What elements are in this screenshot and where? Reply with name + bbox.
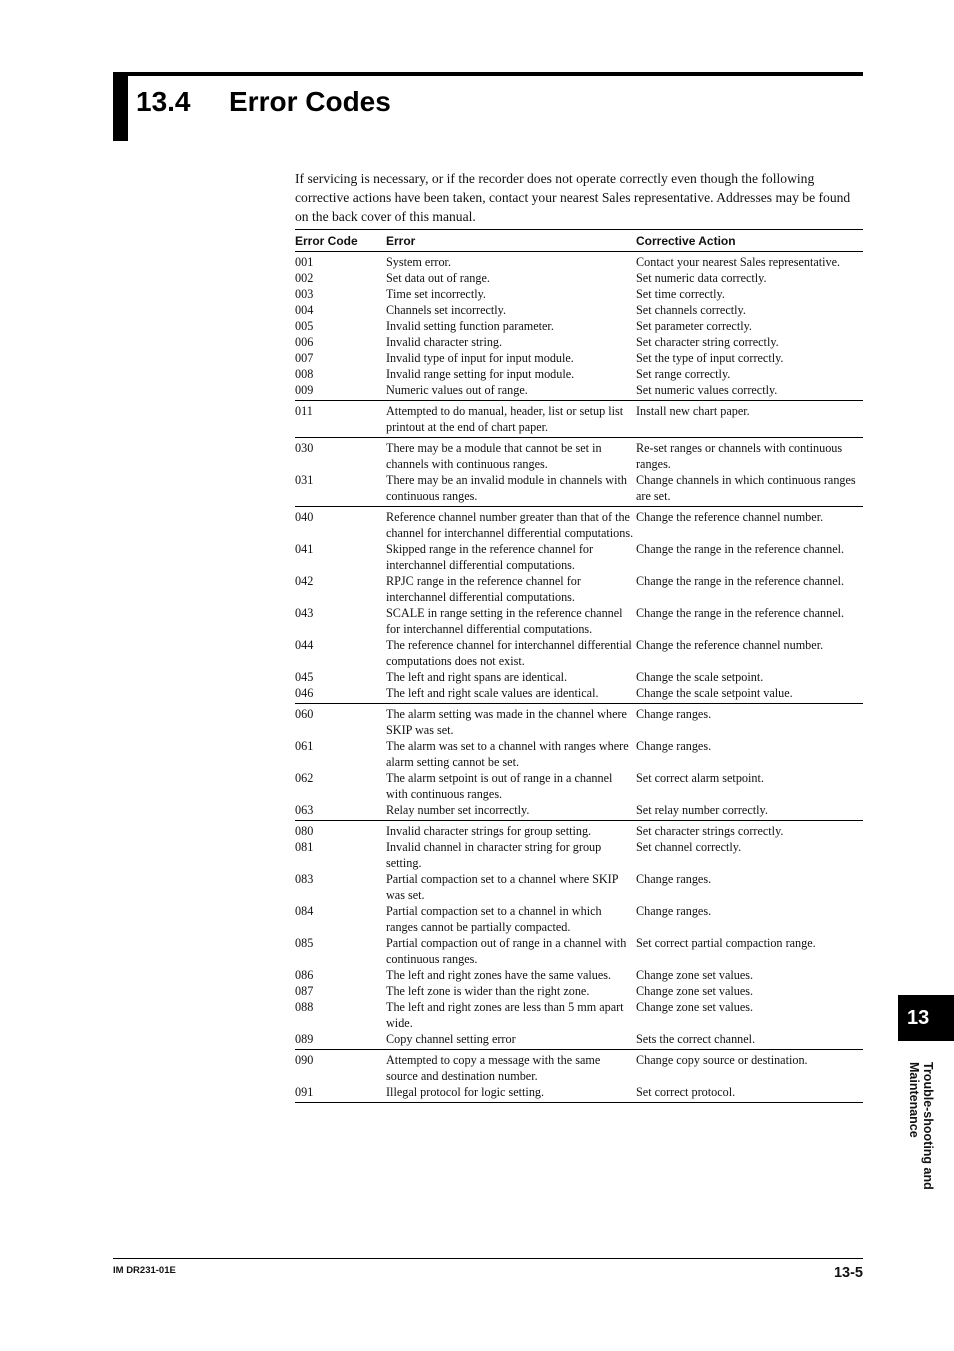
error-code-cell: 004 (295, 303, 314, 317)
table-row (295, 350, 863, 366)
corrective-action-cell: Change zone set values. (636, 984, 754, 998)
table-row (295, 302, 863, 318)
error-code-cell: 041 (295, 542, 314, 556)
table-row (295, 605, 863, 637)
error-code-cell: 080 (295, 824, 314, 838)
corrective-action-cell: Install new chart paper. (636, 404, 750, 418)
chapter-side-label: Trouble-shooting and Maintenance (907, 1062, 935, 1190)
table-row (295, 472, 863, 504)
table-row (295, 967, 863, 983)
corrective-action-cell: Change the scale setpoint. (636, 670, 764, 684)
table-row (295, 935, 863, 967)
table-row (295, 270, 863, 286)
corrective-action-cell: Change the range in the reference channel. (636, 606, 845, 620)
page-number: 13-5 (833, 1265, 863, 1281)
table-row (295, 999, 863, 1031)
corrective-action-cell: Change ranges. (636, 872, 712, 886)
error-code-cell: 086 (295, 968, 314, 982)
table-row (295, 573, 863, 605)
corrective-action-cell: Set relay number correctly. (636, 803, 768, 817)
table-row (295, 254, 863, 270)
error-code-cell: 060 (295, 707, 314, 721)
table-row (295, 669, 863, 685)
table-row (295, 983, 863, 999)
corrective-action-cell: Set channel correctly. (636, 840, 742, 854)
error-code-cell: 063 (295, 803, 314, 817)
error-code-cell: 044 (295, 638, 314, 652)
corrective-action-cell: Set channels correctly. (636, 303, 746, 317)
column-header-error: Error (386, 234, 416, 248)
error-code-cell: 042 (295, 574, 314, 588)
table-row (295, 802, 863, 818)
error-description-cell: SCALE in range setting in the reference channel for interchannel differential computations. (386, 606, 623, 636)
corrective-action-cell: Change the scale setpoint value. (636, 686, 793, 700)
error-code-cell: 090 (295, 1053, 314, 1067)
table-row-group (295, 252, 863, 401)
table-row-group (295, 507, 863, 704)
table-row (295, 839, 863, 871)
corrective-action-cell: Change copy source or destination. (636, 1053, 808, 1067)
error-code-cell: 083 (295, 872, 314, 886)
table-row (295, 286, 863, 302)
corrective-action-cell: Set parameter correctly. (636, 319, 752, 333)
corrective-action-cell: Set time correctly. (636, 287, 725, 301)
corrective-action-cell: Sets the correct channel. (636, 1032, 756, 1046)
document-id: IM DR231-01E (113, 1265, 176, 1276)
error-code-cell: 084 (295, 904, 314, 918)
error-description-cell: The alarm setting was made in the channel where SKIP was set. (386, 707, 627, 737)
table-row (295, 509, 863, 541)
error-description-cell: Attempted to copy a message with the same source and destination number. (386, 1053, 601, 1083)
error-code-cell: 009 (295, 383, 314, 397)
table-row (295, 1084, 863, 1100)
corrective-action-cell: Set numeric data correctly. (636, 271, 767, 285)
table-row (295, 318, 863, 334)
error-description-cell: Partial compaction set to a channel in which ranges cannot be partially compacted. (386, 904, 602, 934)
error-code-cell: 046 (295, 686, 314, 700)
corrective-action-cell: Set range correctly. (636, 367, 731, 381)
section-top-rule (128, 72, 863, 76)
error-description-cell: Reference channel number greater than that of the channel for interchannel differential computations. (386, 510, 634, 540)
error-code-cell: 087 (295, 984, 314, 998)
error-code-cell: 003 (295, 287, 314, 301)
column-header-error-code: Error Code (295, 234, 358, 248)
section-title: Error Codes (229, 86, 391, 117)
error-code-cell: 088 (295, 1000, 314, 1014)
corrective-action-cell: Change channels in which continuous ranges are set. (636, 473, 856, 503)
corrective-action-cell: Set correct alarm setpoint. (636, 771, 764, 785)
column-header-corrective-action: Corrective Action (636, 234, 736, 248)
table-row (295, 706, 863, 738)
error-description-cell: Invalid type of input for input module. (386, 351, 574, 365)
corrective-action-cell: Set character string correctly. (636, 335, 779, 349)
corrective-action-cell: Set the type of input correctly. (636, 351, 784, 365)
error-description-cell: Illegal protocol for logic setting. (386, 1085, 545, 1099)
error-description-cell: The left and right scale values are identical. (386, 686, 599, 700)
corrective-action-cell: Set numeric values correctly. (636, 383, 778, 397)
error-code-cell: 081 (295, 840, 314, 854)
section-heading (136, 82, 391, 122)
error-code-cell: 062 (295, 771, 314, 785)
error-description-cell: System error. (386, 255, 451, 269)
table-row (295, 903, 863, 935)
error-description-cell: Invalid character strings for group setting. (386, 824, 592, 838)
error-code-cell: 005 (295, 319, 314, 333)
table-row (295, 403, 863, 435)
table-row-group (295, 821, 863, 1050)
error-description-cell: Partial compaction set to a channel where SKIP was set. (386, 872, 619, 902)
section-title-bar (113, 72, 128, 141)
error-code-cell: 002 (295, 271, 314, 285)
corrective-action-cell: Change zone set values. (636, 968, 754, 982)
error-description-cell: The left zone is wider than the right zone. (386, 984, 590, 998)
corrective-action-cell: Set character strings correctly. (636, 824, 784, 838)
error-code-cell: 007 (295, 351, 314, 365)
table-row (295, 1031, 863, 1047)
error-description-cell: Invalid channel in character string for group setting. (386, 840, 602, 870)
error-description-cell: Set data out of range. (386, 271, 490, 285)
error-code-cell: 040 (295, 510, 314, 524)
error-description-cell: There may be an invalid module in channels with continuous ranges. (386, 473, 627, 503)
corrective-action-cell: Change ranges. (636, 707, 712, 721)
table-row (295, 334, 863, 350)
error-description-cell: The alarm was set to a channel with ranges where alarm setting cannot be set. (386, 739, 629, 769)
error-code-cell: 089 (295, 1032, 314, 1046)
table-body (295, 252, 863, 1103)
table-header (295, 229, 863, 252)
error-code-cell: 008 (295, 367, 314, 381)
error-code-cell: 031 (295, 473, 314, 487)
corrective-action-cell: Change the reference channel number. (636, 510, 824, 524)
error-description-cell: The left and right spans are identical. (386, 670, 568, 684)
error-description-cell: The left and right zones have the same values. (386, 968, 612, 982)
intro-paragraph: If servicing is necessary, or if the recorder does not operate correctly even though the following corrective actions have been taken, contact your nearest Sales representative. Addresses may be found on the back cover of this manual. (295, 170, 851, 224)
table-row (295, 738, 863, 770)
corrective-action-cell: Re-set ranges or channels with continuous ranges. (636, 441, 843, 471)
table-row (295, 871, 863, 903)
error-description-cell: Copy channel setting error (386, 1032, 516, 1046)
error-description-cell: Numeric values out of range. (386, 383, 528, 397)
error-code-cell: 030 (295, 441, 314, 455)
corrective-action-cell: Set correct protocol. (636, 1085, 736, 1099)
footer-rule (113, 1258, 863, 1259)
error-code-cell: 006 (295, 335, 314, 349)
chapter-tab: 13 (898, 995, 954, 1041)
table-row (295, 366, 863, 382)
table-row-group (295, 438, 863, 507)
error-description-cell: Invalid range setting for input module. (386, 367, 575, 381)
error-description-cell: Invalid character string. (386, 335, 503, 349)
error-description-cell: Invalid setting function parameter. (386, 319, 554, 333)
error-description-cell: Relay number set incorrectly. (386, 803, 530, 817)
error-code-cell: 045 (295, 670, 314, 684)
error-description-cell: The reference channel for interchannel differential computations does not exist. (386, 638, 632, 668)
corrective-action-cell: Set correct partial compaction range. (636, 936, 816, 950)
error-description-cell: The left and right zones are less than 5 mm apart wide. (386, 1000, 624, 1030)
error-code-cell: 091 (295, 1085, 314, 1099)
table-row-group (295, 1050, 863, 1103)
corrective-action-cell: Change ranges. (636, 904, 712, 918)
table-row (295, 770, 863, 802)
error-code-cell: 001 (295, 255, 314, 269)
section-number: 13.4 (136, 86, 191, 117)
corrective-action-cell: Contact your nearest Sales representative. (636, 255, 841, 269)
error-description-cell: The alarm setpoint is out of range in a channel with continuous ranges. (386, 771, 613, 801)
error-code-cell: 061 (295, 739, 314, 753)
table-row (295, 541, 863, 573)
error-code-cell: 011 (295, 404, 313, 418)
table-row-group (295, 401, 863, 438)
corrective-action-cell: Change the range in the reference channel. (636, 574, 845, 588)
error-description-cell: Attempted to do manual, header, list or setup list printout at the end of chart paper. (386, 404, 624, 434)
error-description-cell: There may be a module that cannot be set in channels with continuous ranges. (386, 441, 602, 471)
error-description-cell: Time set incorrectly. (386, 287, 486, 301)
error-description-cell: RPJC range in the reference channel for interchannel differential computations. (386, 574, 581, 604)
table-row (295, 685, 863, 701)
table-row (295, 382, 863, 398)
table-row (295, 823, 863, 839)
error-description-cell: Skipped range in the reference channel for interchannel differential computations. (386, 542, 594, 572)
table-row-group (295, 704, 863, 821)
table-row (295, 1052, 863, 1084)
corrective-action-cell: Change ranges. (636, 739, 712, 753)
corrective-action-cell: Change the reference channel number. (636, 638, 824, 652)
error-code-cell: 043 (295, 606, 314, 620)
corrective-action-cell: Change zone set values. (636, 1000, 754, 1014)
corrective-action-cell: Change the range in the reference channel. (636, 542, 845, 556)
error-code-cell: 085 (295, 936, 314, 950)
error-code-table (295, 229, 863, 1103)
error-description-cell: Channels set incorrectly. (386, 303, 507, 317)
table-row (295, 637, 863, 669)
error-description-cell: Partial compaction out of range in a channel with continuous ranges. (386, 936, 627, 966)
table-row (295, 440, 863, 472)
